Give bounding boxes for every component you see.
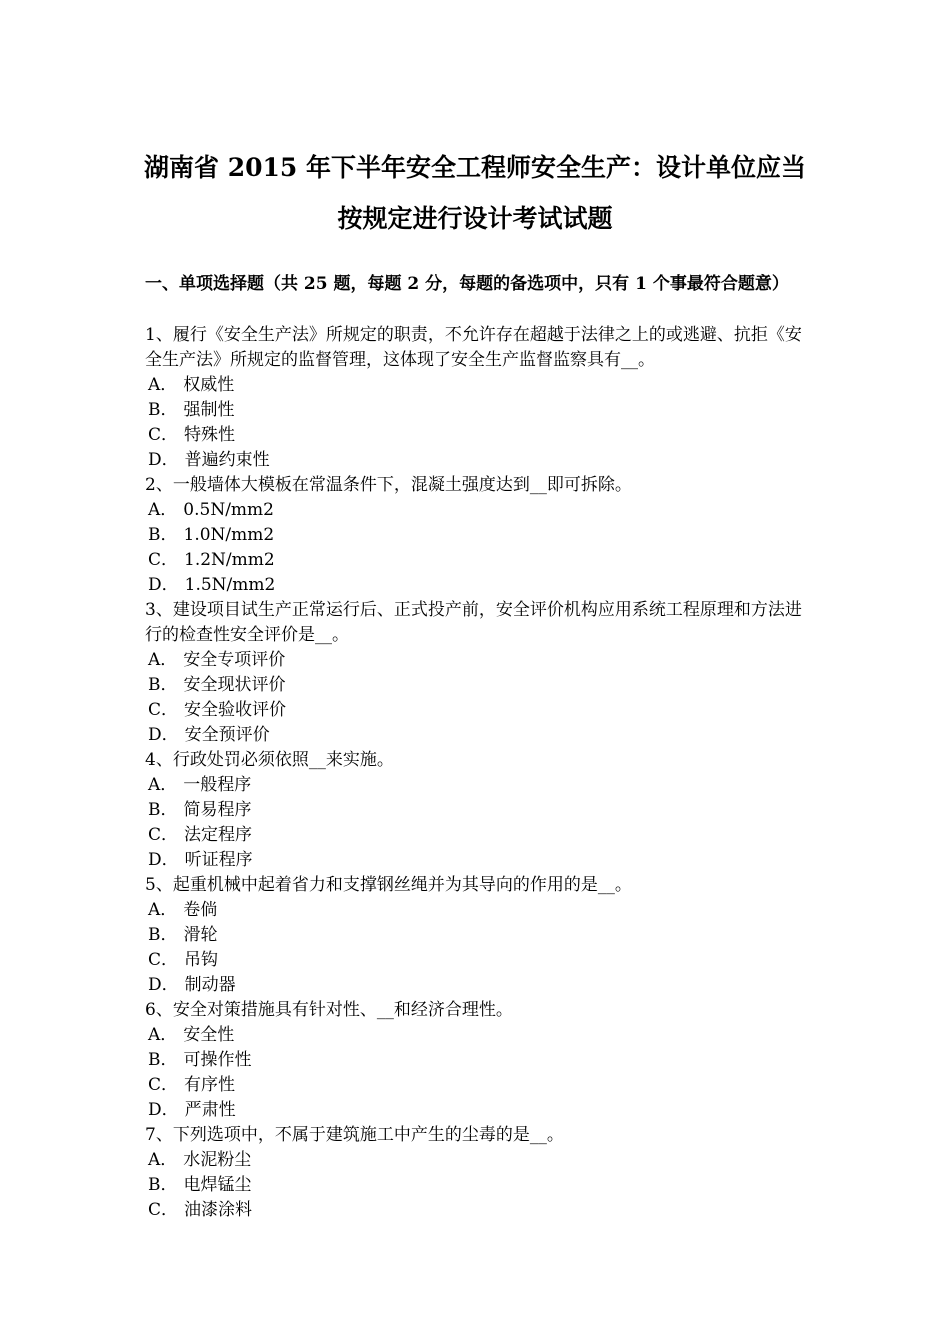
option-text: 听证程序 xyxy=(184,850,253,870)
question-list xyxy=(145,323,810,1223)
answer-option xyxy=(145,973,810,998)
answer-option xyxy=(145,798,810,823)
question-text: 7、下列选项中，不属于建筑施工中产生的尘毒的是__。 xyxy=(145,1125,564,1145)
option-text: 安全现状评价 xyxy=(183,675,286,695)
answer-option xyxy=(145,1098,810,1123)
option-letter: B． xyxy=(148,925,178,945)
option-letter: D． xyxy=(148,850,179,870)
answer-option xyxy=(145,773,810,798)
answer-option xyxy=(145,498,810,523)
option-text: 安全预评价 xyxy=(184,725,270,745)
option-letter: C． xyxy=(148,425,179,445)
option-letter: A． xyxy=(148,1150,178,1170)
answer-option xyxy=(145,398,810,423)
question-item xyxy=(145,998,810,1123)
question-text: 3、建设项目试生产正常运行后、正式投产前，安全评价机构应用系统工程原理和方法进行的检查性安全评价是__。 xyxy=(145,600,802,645)
option-text: 强制性 xyxy=(183,400,235,420)
option-text: 安全性 xyxy=(183,1025,235,1045)
option-text: 安全验收评价 xyxy=(184,700,287,720)
option-letter: C． xyxy=(148,550,179,570)
option-letter: C． xyxy=(148,1200,179,1220)
question-item xyxy=(145,873,810,998)
option-text: 1.5N/mm2 xyxy=(184,575,276,595)
option-letter: A． xyxy=(148,375,178,395)
section-heading: 一、单项选择题（共 25 题，每题 2 分，每题的备选项中，只有 1 个事最符合题意） xyxy=(145,274,789,294)
answer-option xyxy=(145,573,810,598)
answer-option xyxy=(145,673,810,698)
question-text: 6、安全对策措施具有针对性、__和经济合理性。 xyxy=(145,1000,513,1020)
option-text: 法定程序 xyxy=(184,825,253,845)
option-text: 特殊性 xyxy=(184,425,236,445)
option-letter: D． xyxy=(148,1100,179,1120)
option-letter: B． xyxy=(148,800,178,820)
option-letter: B． xyxy=(148,525,178,545)
option-letter: A． xyxy=(148,650,178,670)
option-letter: B． xyxy=(148,675,178,695)
option-text: 普遍约束性 xyxy=(184,450,270,470)
option-text: 油漆涂料 xyxy=(184,1200,253,1220)
answer-option xyxy=(145,1073,810,1098)
answer-option xyxy=(145,373,810,398)
option-letter: B． xyxy=(148,1050,178,1070)
option-text: 0.5N/mm2 xyxy=(183,500,274,520)
question-text: 1、履行《安全生产法》所规定的职责，不允许存在超越于法律之上的或逃避、抗拒《安全生产法》所规定的监督管理，这体现了安全生产监督监察具有__。 xyxy=(145,325,802,370)
option-letter: D． xyxy=(148,575,179,595)
question-item xyxy=(145,748,810,873)
option-letter: C． xyxy=(148,950,179,970)
option-text: 严肃性 xyxy=(184,1100,236,1120)
option-letter: C． xyxy=(148,825,179,845)
question-text: 4、行政处罚必须依照__来实施。 xyxy=(145,750,394,770)
answer-option xyxy=(145,1173,810,1198)
option-letter: A． xyxy=(148,1025,178,1045)
question-item xyxy=(145,598,810,748)
answer-option xyxy=(145,448,810,473)
option-letter: D． xyxy=(148,975,179,995)
option-text: 有序性 xyxy=(184,1075,236,1095)
option-letter: D． xyxy=(148,725,179,745)
answer-option xyxy=(145,648,810,673)
option-text: 滑轮 xyxy=(183,925,218,945)
option-text: 简易程序 xyxy=(183,800,252,820)
option-text: 1.0N/mm2 xyxy=(183,525,275,545)
option-text: 可操作性 xyxy=(183,1050,252,1070)
option-letter: C． xyxy=(148,700,179,720)
question-text: 5、起重机械中起着省力和支撑钢丝绳并为其导向的作用的是__。 xyxy=(145,875,632,895)
option-text: 制动器 xyxy=(184,975,236,995)
option-letter: D． xyxy=(148,450,179,470)
option-letter: A． xyxy=(148,500,178,520)
option-text: 吊钩 xyxy=(184,950,219,970)
document-title-line-2: 按规定进行设计考试试题 xyxy=(337,204,613,233)
option-text: 水泥粉尘 xyxy=(183,1150,252,1170)
option-text: 权威性 xyxy=(183,375,235,395)
option-text: 安全专项评价 xyxy=(183,650,286,670)
question-item xyxy=(145,473,810,598)
option-letter: B． xyxy=(148,400,178,420)
option-text: 一般程序 xyxy=(183,775,252,795)
answer-option xyxy=(145,948,810,973)
answer-option xyxy=(145,1198,810,1223)
question-item xyxy=(145,323,810,473)
option-text: 卷倘 xyxy=(183,900,218,920)
answer-option xyxy=(145,423,810,448)
answer-option xyxy=(145,898,810,923)
option-letter: A． xyxy=(148,900,178,920)
answer-option xyxy=(145,1148,810,1173)
document-title-line-1: 湖南省 2015 年下半年安全工程师安全生产：设计单位应当 xyxy=(144,153,806,182)
option-letter: A． xyxy=(148,775,178,795)
option-text: 电焊锰尘 xyxy=(183,1175,252,1195)
option-text: 1.2N/mm2 xyxy=(184,550,275,570)
question-text: 2、一般墙体大模板在常温条件下，混凝土强度达到__即可拆除。 xyxy=(145,475,632,495)
answer-option xyxy=(145,723,810,748)
answer-option xyxy=(145,823,810,848)
answer-option xyxy=(145,848,810,873)
question-item xyxy=(145,1123,810,1223)
option-letter: C． xyxy=(148,1075,179,1095)
option-letter: B． xyxy=(148,1175,178,1195)
answer-option xyxy=(145,1048,810,1073)
answer-option xyxy=(145,923,810,948)
answer-option xyxy=(145,1023,810,1048)
answer-option xyxy=(145,698,810,723)
answer-option xyxy=(145,523,810,548)
answer-option xyxy=(145,548,810,573)
